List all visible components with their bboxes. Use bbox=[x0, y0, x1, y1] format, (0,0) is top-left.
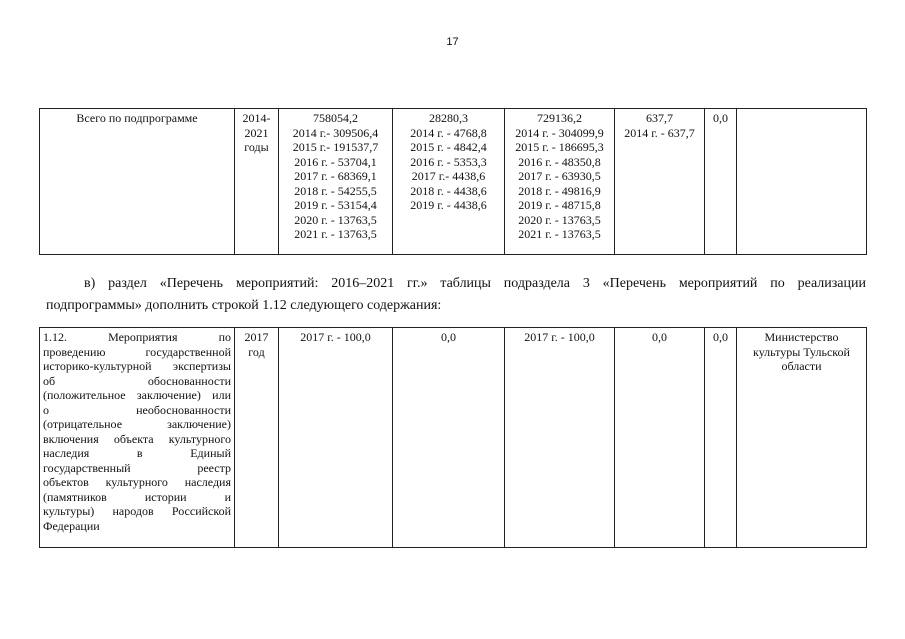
period-cell: 2017 год bbox=[235, 328, 279, 548]
executor-cell: Министерство культуры Тульской области bbox=[737, 328, 867, 548]
table-row bbox=[40, 328, 867, 548]
table-row bbox=[40, 109, 867, 255]
other-funding-cell: 0,0 bbox=[705, 109, 737, 255]
subprogram-total-table bbox=[39, 108, 867, 255]
executor-cell bbox=[737, 109, 867, 255]
total-funding-cell: 2017 г. - 100,0 bbox=[279, 328, 393, 548]
total-funding-cell: 758054,2 2014 г.- 309506,4 2015 г.- 191537,7 2016 г. - 53704,1 2017 г. - 68369,1 2018 г. - 54255,5 2019 г. - 53154,4 2020 г. - 13763,5 2021 г. - 13763,5 bbox=[279, 109, 393, 255]
row-name-cell bbox=[40, 109, 235, 255]
new-row-table bbox=[39, 327, 867, 548]
local-funding-cell: 637,7 2014 г. - 637,7 bbox=[615, 109, 705, 255]
local-funding-cell: 0,0 bbox=[615, 328, 705, 548]
federal-funding-cell: 0,0 bbox=[393, 328, 505, 548]
period-cell: 2014- 2021 годы bbox=[235, 109, 279, 255]
activity-name-cell: 1.12. Мероприятия по проведению государственной историко-культурной экспертизы об обоснованности (положительное заключение) или о необоснованности (отрицательное заключение) включения объекта культурного наследия в Единый государственный реестр объектов культурного наследия (памятников истории и культуры) народов Российской Федерации bbox=[40, 328, 235, 548]
regional-funding-cell: 2017 г. - 100,0 bbox=[505, 328, 615, 548]
row-name: Всего по подпрограмме bbox=[76, 111, 198, 125]
federal-funding-cell: 28280,3 2014 г. - 4768,8 2015 г. - 4842,4 2016 г. - 5353,3 2017 г.- 4438,6 2018 г. - 4438,6 2019 г. - 4438,6 bbox=[393, 109, 505, 255]
paragraph-line-2: подпрограммы» дополнить строкой 1.12 следующего содержания: bbox=[46, 298, 442, 313]
other-funding-cell: 0,0 bbox=[705, 328, 737, 548]
paragraph-line-1: в) раздел «Перечень мероприятий: 2016–2021 гг.» таблицы подраздела 3 «Перечень мероприятий по реализации bbox=[84, 276, 866, 291]
amendment-paragraph bbox=[46, 273, 866, 317]
page-number: 17 bbox=[446, 36, 459, 48]
regional-funding-cell: 729136,2 2014 г. - 304099,9 2015 г. - 186695,3 2016 г. - 48350,8 2017 г. - 63930,5 2018 г. - 49816,9 2019 г. - 48715,8 2020 г. - 13763,5 2021 г. - 13763,5 bbox=[505, 109, 615, 255]
